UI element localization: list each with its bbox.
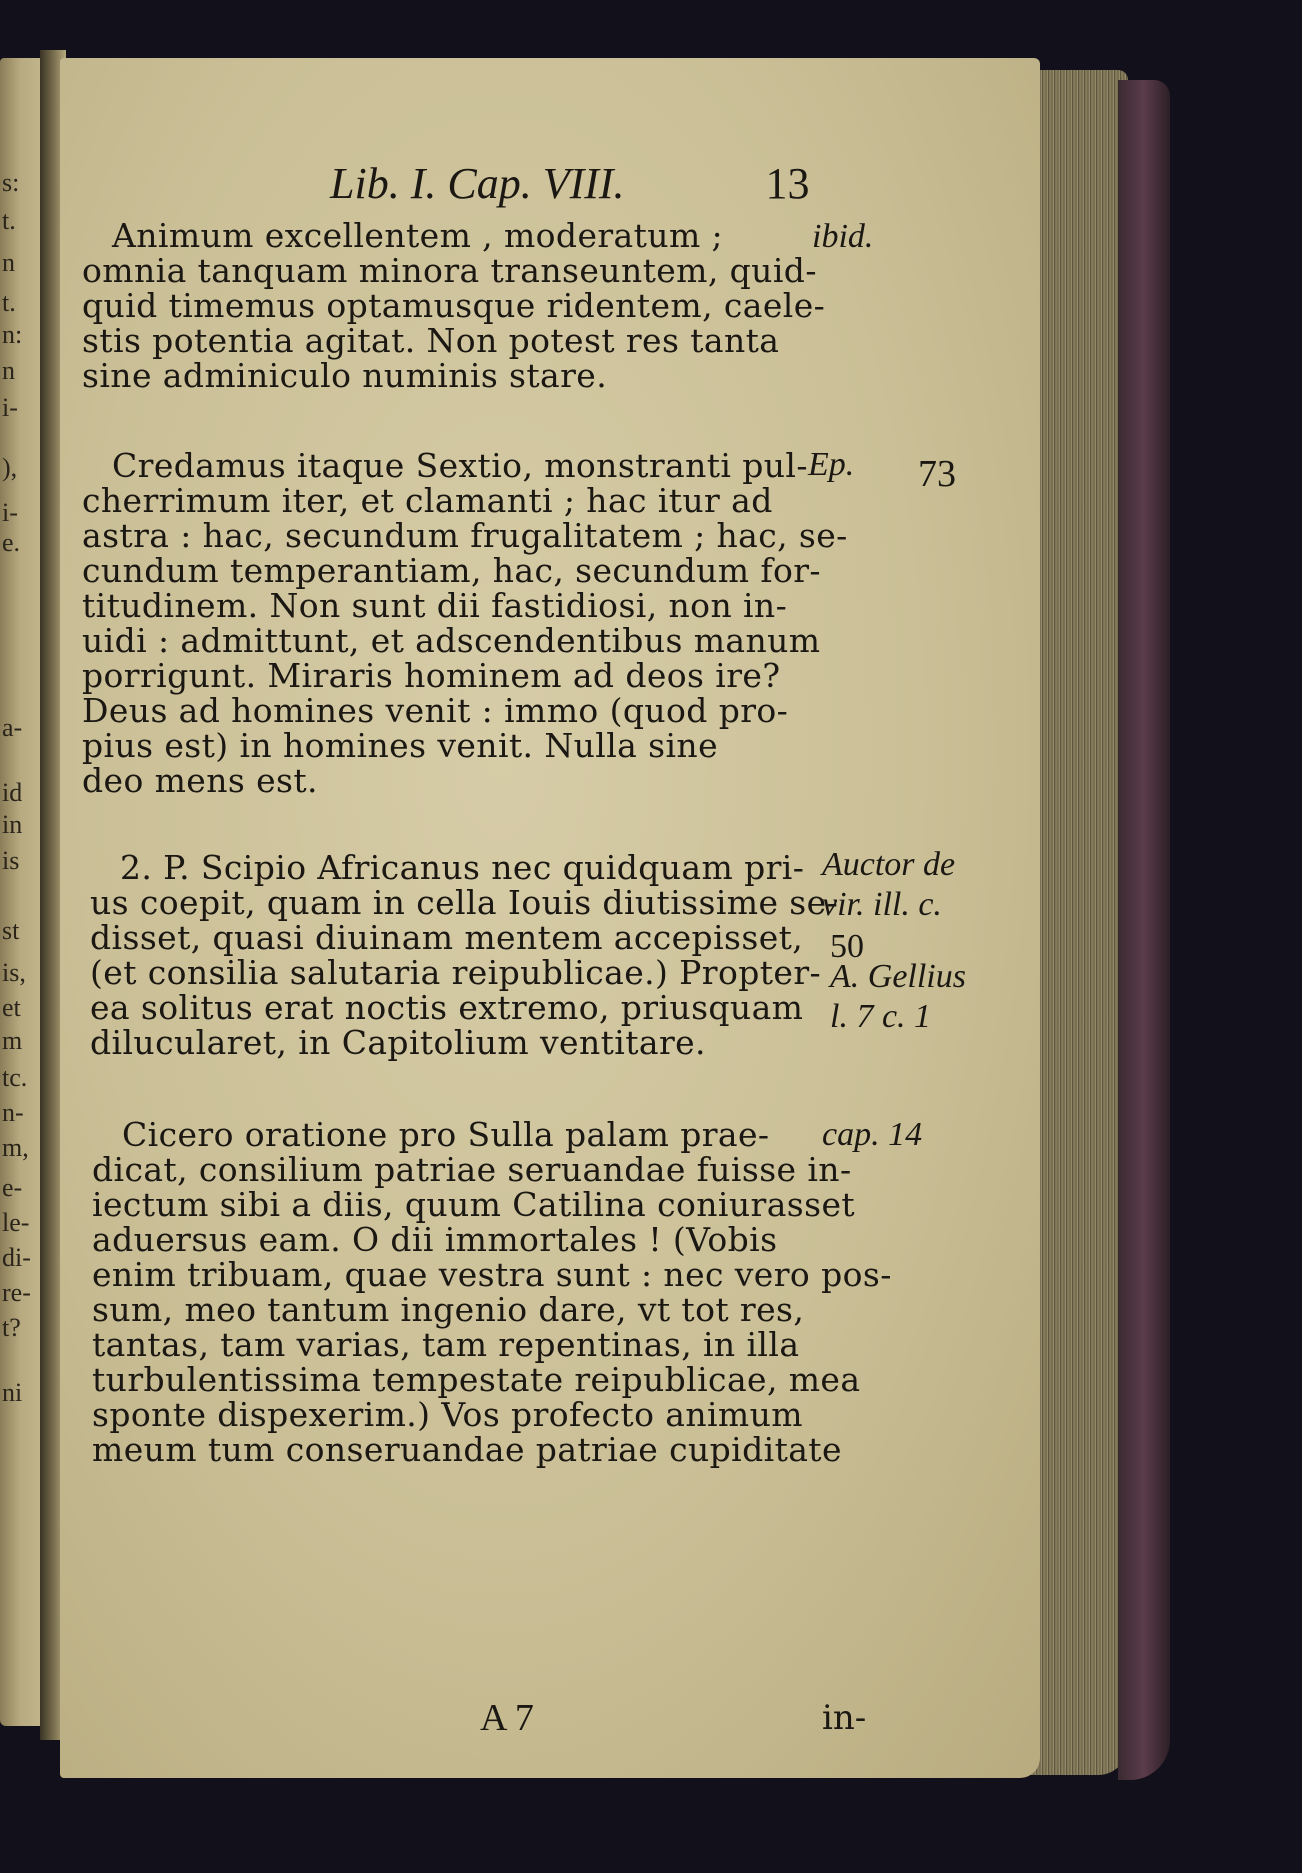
running-title: Lib. I. Cap. VIII. <box>330 159 625 208</box>
margin-note: 50 <box>830 928 864 965</box>
catchword: in- <box>822 1698 867 1738</box>
text-line: sponte dispexerim.) Vos profecto animum <box>92 1395 803 1434</box>
facing-page-fragment: i- <box>2 393 18 422</box>
facing-page-fragment: re- <box>2 1278 31 1307</box>
text-line: dilucularet, in Capitolium ventitare. <box>90 1023 706 1062</box>
text-line: disset, quasi diuinam mentem accepisset, <box>90 918 804 957</box>
text-line: porrigunt. Miraris hominem ad deos ire? <box>82 656 781 695</box>
facing-page-fragment: is, <box>2 958 26 987</box>
text-line: stis potentia agitat. Non potest res tanta <box>82 321 780 360</box>
text-line: us coepit, quam in cella Iouis diutissime se- <box>90 883 839 922</box>
facing-page-fragment: e. <box>2 528 21 557</box>
text-line: turbulentissima tempestate reipublicae, mea <box>92 1360 861 1399</box>
facing-page-fragment: a- <box>2 713 23 742</box>
text-line: astra : hac, secundum frugalitatem ; hac, se- <box>82 516 848 555</box>
margin-note: Ep. <box>808 446 855 483</box>
running-head <box>330 158 810 209</box>
facing-page-fragment: s: <box>2 168 20 197</box>
facing-page-fragment: n- <box>2 1098 24 1127</box>
text-line: deo mens est. <box>82 761 318 800</box>
facing-page-fragment: is <box>2 846 20 875</box>
text-line: sine adminiculo numinis stare. <box>82 356 608 395</box>
facing-page-fragment: n <box>2 248 15 277</box>
page-number: 13 <box>765 159 810 208</box>
facing-page-fragment: n <box>2 356 15 385</box>
facing-page-fragment: le- <box>2 1208 30 1237</box>
text-line: aduersus eam. O dii immortales ! (Vobis <box>92 1220 778 1259</box>
facing-page-fragment: m, <box>2 1133 29 1162</box>
margin-note: vir. ill. c. <box>822 886 942 923</box>
facing-page-fragment: ), <box>2 453 18 482</box>
text-line: cherrimum iter, et clamanti ; hac itur ad <box>82 481 773 520</box>
facing-page-fragment: i- <box>2 498 18 527</box>
facing-page-fragment: st <box>2 916 20 945</box>
signature-mark: A 7 <box>480 1697 534 1739</box>
text-line: Deus ad homines venit : immo (quod pro- <box>82 691 789 730</box>
margin-note: 73 <box>918 453 956 495</box>
text-line: 2. P. Scipio Africanus nec quidquam pri- <box>120 848 805 887</box>
margin-note: ibid. <box>812 218 874 255</box>
text-line: meum tum conseruandae patriae cupiditate <box>92 1430 842 1469</box>
facing-page-fragment: tc. <box>2 1063 28 1092</box>
text-line: Credamus itaque Sextio, monstranti pul- <box>112 446 808 485</box>
text-line: quid timemus optamusque ridentem, caele- <box>82 286 826 325</box>
text-line: cundum temperantiam, hac, secundum for- <box>82 551 821 590</box>
text-line: sum, meo tantum ingenio dare, vt tot res, <box>92 1290 805 1329</box>
facing-page-fragment: t? <box>2 1313 21 1342</box>
text-line: (et consilia salutaria reipublicae.) Propter- <box>90 953 822 992</box>
text-line: tantas, tam varias, tam repentinas, in illa <box>92 1325 800 1364</box>
facing-page-fragment: id <box>2 778 23 807</box>
margin-note: Auctor de <box>822 846 956 883</box>
facing-page-fragment: ni <box>2 1378 23 1407</box>
facing-page-fragment: e- <box>2 1173 23 1202</box>
page-block-edges <box>1030 70 1128 1775</box>
book-cover <box>1118 80 1170 1780</box>
facing-page-edge <box>0 58 44 1726</box>
text-line: titudinem. Non sunt dii fastidiosi, non in- <box>82 586 788 625</box>
text-line: Animum excellentem , moderatum ; <box>112 216 724 255</box>
text-line: Cicero oratione pro Sulla palam prae- <box>122 1115 770 1154</box>
text-line: dicat, consilium patriae seruandae fuisse in- <box>92 1150 852 1189</box>
margin-note: l. 7 c. 1 <box>830 998 932 1035</box>
facing-page-fragment: di- <box>2 1243 31 1272</box>
facing-page-fragment: t. <box>2 206 16 235</box>
text-line: uidi : admittunt, et adscendentibus manum <box>82 621 821 660</box>
facing-page-fragment: et <box>2 993 21 1022</box>
text-line: ea solitus erat noctis extremo, priusquam <box>90 988 804 1027</box>
facing-page-fragment: m <box>2 1026 23 1055</box>
book-page <box>60 58 1040 1778</box>
facing-page-fragment: n: <box>2 320 23 349</box>
text-line: pius est) in homines venit. Nulla sine <box>82 726 719 765</box>
text-line: iectum sibi a diis, quum Catilina coniurasset <box>92 1185 856 1224</box>
facing-page-fragment: t. <box>2 288 16 317</box>
margin-note: A. Gellius <box>830 958 966 995</box>
margin-note: cap. 14 <box>822 1116 923 1153</box>
facing-page-fragment: in <box>2 810 23 839</box>
text-line: omnia tanquam minora transeuntem, quid- <box>82 251 817 290</box>
text-line: enim tribuam, quae vestra sunt : nec vero pos- <box>92 1255 892 1294</box>
